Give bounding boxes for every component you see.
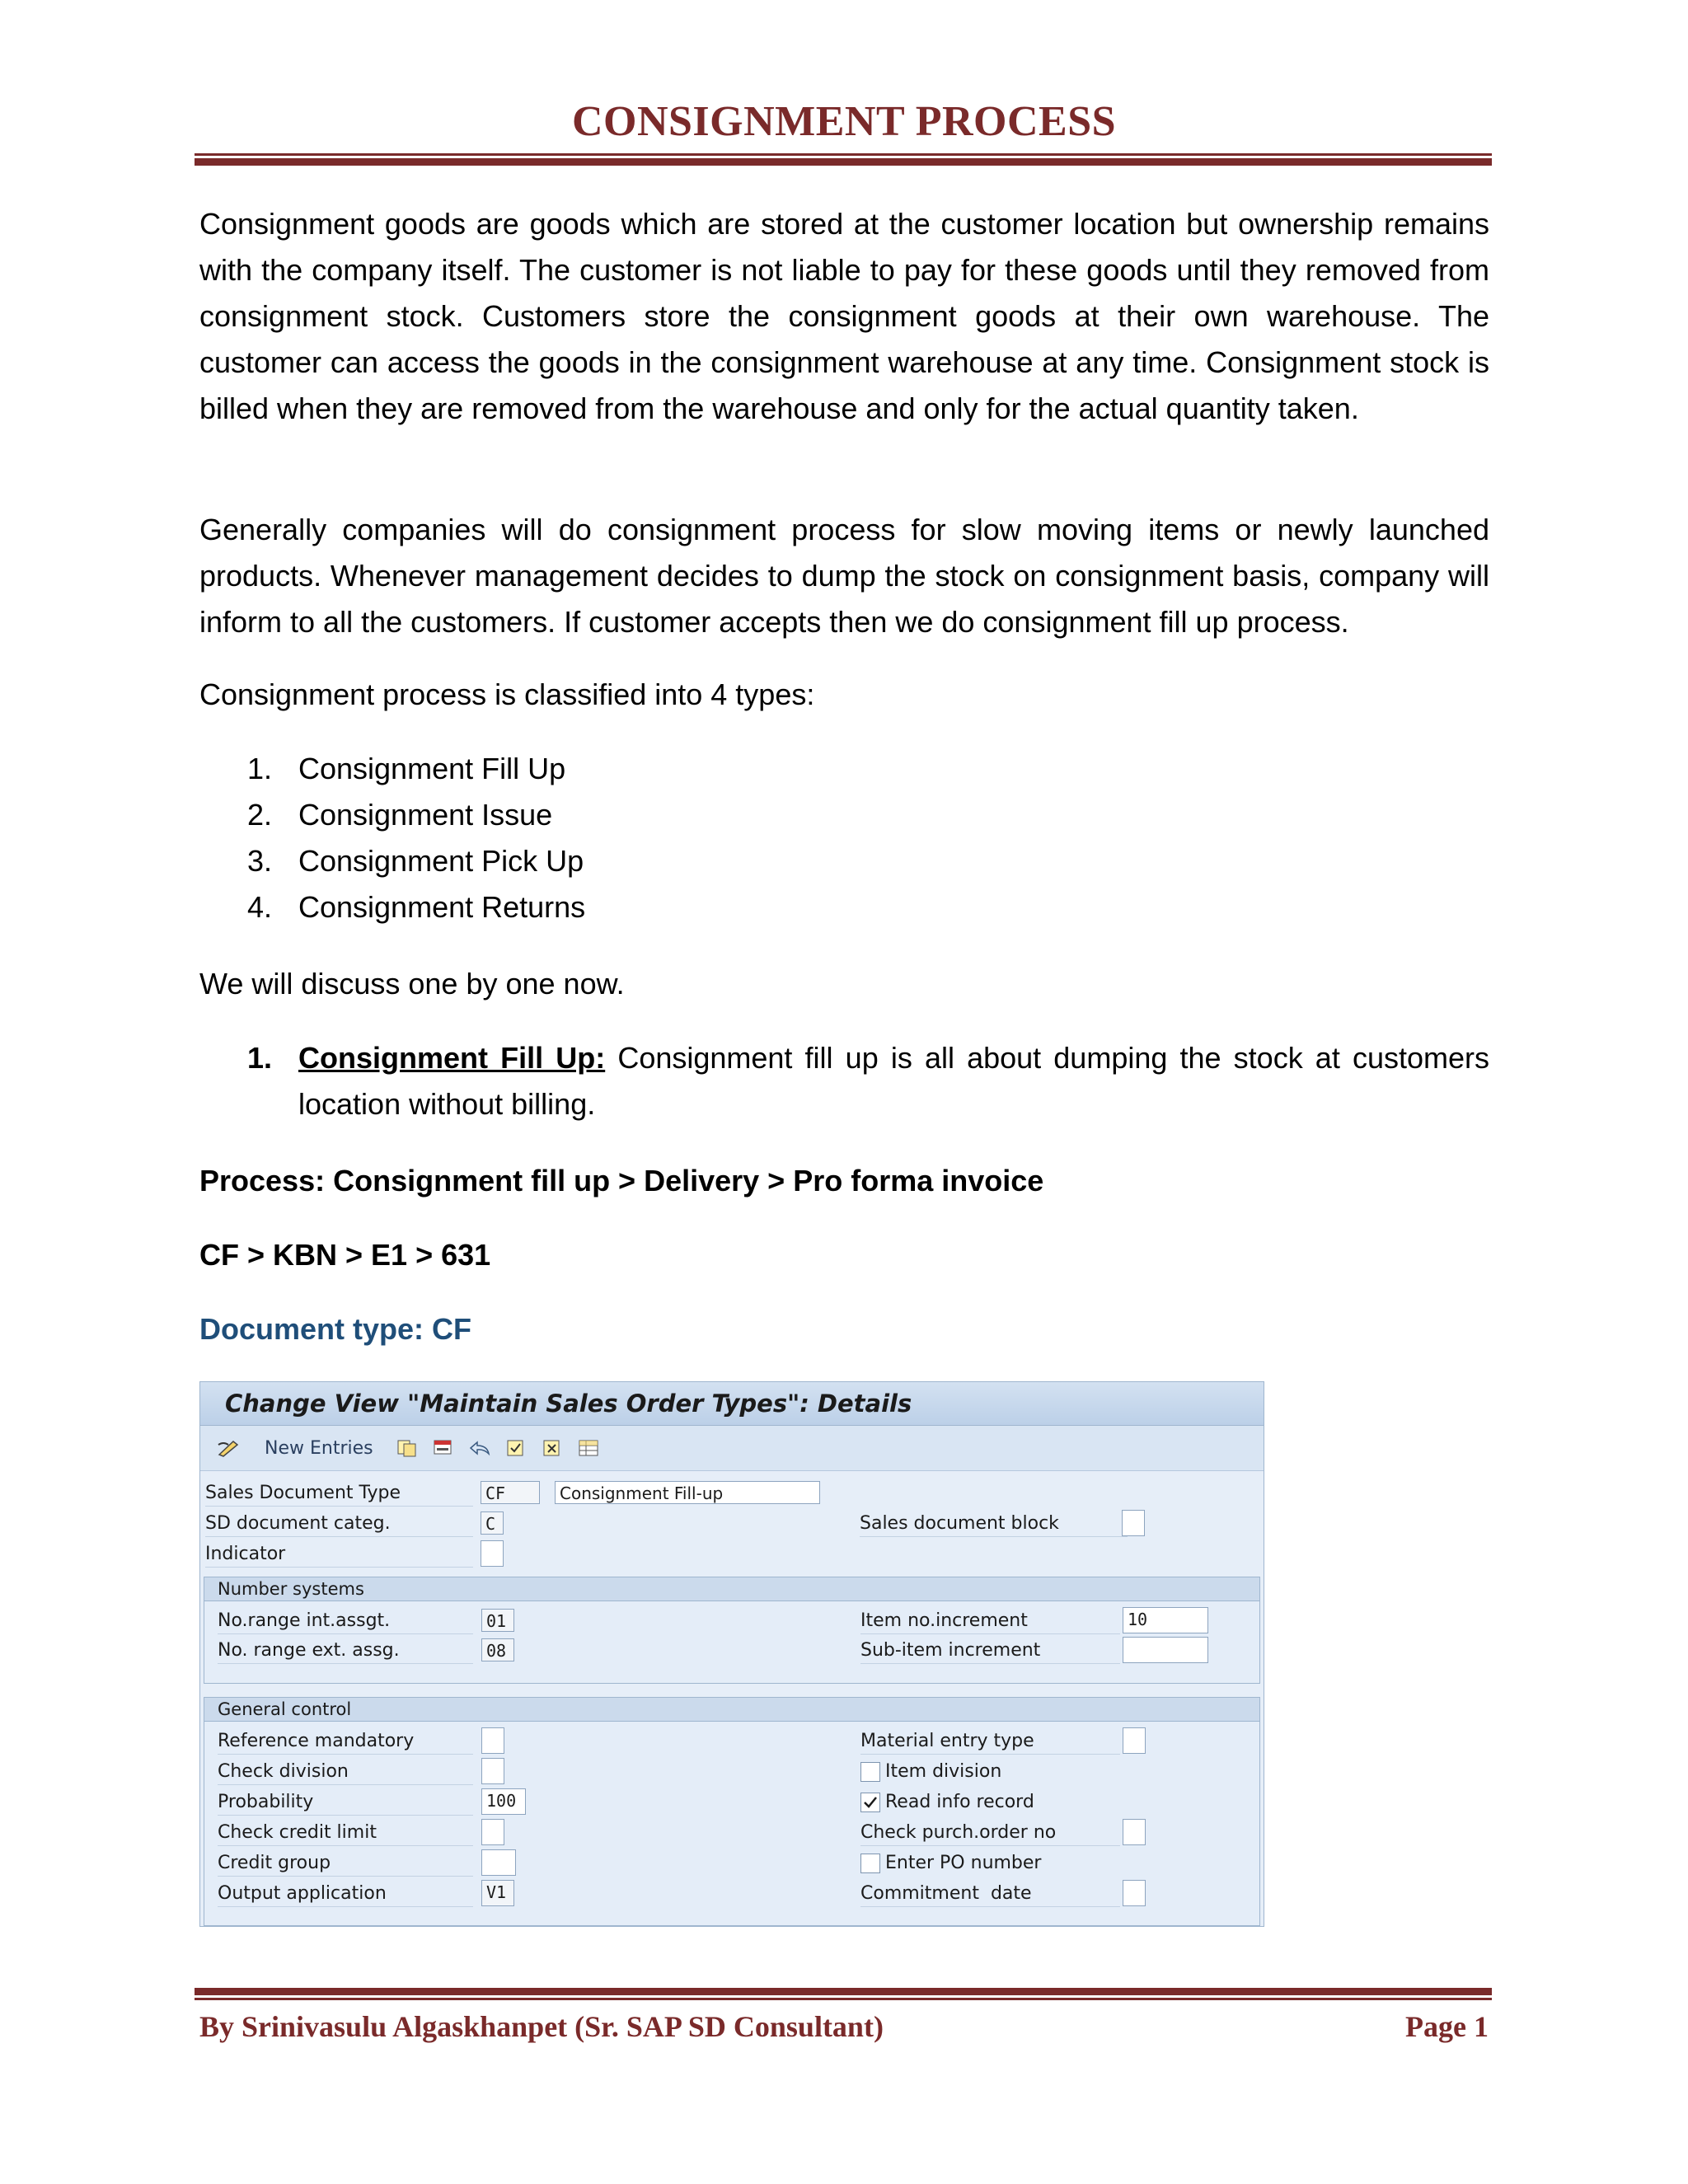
- probability-label: Probability: [218, 1790, 473, 1816]
- doc-type-heading: Document type: CF: [199, 1312, 472, 1346]
- sales-document-block-label: Sales document block: [860, 1511, 1128, 1537]
- credit-group-label: Credit group: [218, 1851, 473, 1877]
- discuss-line: We will discuss one by one now.: [199, 967, 625, 1001]
- no-range-int-assgt-label: No.range int.assgt.: [218, 1609, 473, 1634]
- sales-doc-type-field[interactable]: CF: [481, 1481, 540, 1504]
- item-division-checkbox[interactable]: [860, 1762, 880, 1782]
- types-intro: Consignment process is classified into 4 types:: [199, 677, 815, 711]
- consignment-types-list: [199, 746, 1489, 930]
- reference-mandatory-label: Reference mandatory: [218, 1729, 473, 1755]
- no-range-ext-assg-field[interactable]: 08: [481, 1638, 514, 1661]
- item-no-increment-label: Item no.increment: [860, 1609, 1120, 1634]
- footer-rule-thick: [195, 1988, 1492, 1995]
- delete-icon[interactable]: [431, 1437, 456, 1459]
- item-division-label: Item division: [885, 1761, 1002, 1782]
- enter-po-number-label: Enter PO number: [885, 1853, 1042, 1873]
- sd-document-categ-label: SD document categ.: [205, 1511, 473, 1537]
- intro-paragraph: Consignment goods are goods which are stored at the customer location but ownership remains with the company itself. The customer is not liable to pay for these goods until they removed from consignment stock. Customers store the consignment goods at their own warehouse. The customer can access the goods in the consignment warehouse at any time. Consignment stock is billed when they are removed from the warehouse and only for the actual quantity taken.: [199, 207, 1489, 425]
- list-item: 2. Consignment Issue: [247, 798, 553, 832]
- item-no-increment-field[interactable]: 10: [1123, 1607, 1208, 1633]
- pencil-glasses-icon[interactable]: [217, 1437, 241, 1459]
- no-range-int-assgt-field[interactable]: 01: [481, 1609, 514, 1632]
- fill-up-text: Consignment fill up is all about dumping the stock at customers location without billing.: [298, 1041, 1489, 1121]
- copy-icon[interactable]: [395, 1437, 420, 1459]
- sales-document-block-field[interactable]: [1122, 1510, 1145, 1536]
- page-title: CONSIGNMENT PROCESS: [571, 98, 1117, 145]
- material-entry-type-field[interactable]: [1123, 1727, 1146, 1754]
- footer-author: By Srinivasulu Algaskhanpet (Sr. SAP SD Consultant): [199, 2010, 884, 2043]
- no-range-ext-assg-label: No. range ext. assg.: [218, 1638, 473, 1664]
- sales-doc-type-description-field[interactable]: Consignment Fill-up: [555, 1481, 820, 1504]
- general-control-group: [204, 1697, 1260, 1926]
- title-rule-thin: [195, 153, 1492, 156]
- sub-item-increment-label: Sub-item increment: [860, 1638, 1120, 1664]
- fill-up-heading: Consignment Fill Up:: [298, 1041, 606, 1075]
- new-entries-button[interactable]: New Entries: [265, 1437, 373, 1459]
- select-all-icon[interactable]: [504, 1437, 528, 1459]
- read-info-record-checkbox[interactable]: [860, 1793, 880, 1812]
- read-info-record-label: Read info record: [885, 1792, 1034, 1812]
- footer-page-number: Page 1: [1405, 2010, 1489, 2043]
- sap-window-title: Change View "Maintain Sales Order Types": Details: [200, 1382, 1264, 1426]
- sap-details-body: [200, 1471, 1264, 1926]
- sap-screenshot: [199, 1381, 1264, 1927]
- fill-up-section: 1. Consignment Fill Up: Consignment fill up is all about dumping the stock at customers location without billing.: [247, 1041, 1489, 1121]
- number-systems-header: Number systems: [204, 1577, 1259, 1601]
- undo-icon[interactable]: [467, 1437, 492, 1459]
- indicator-field[interactable]: [481, 1540, 504, 1567]
- sub-item-increment-field[interactable]: [1123, 1637, 1208, 1663]
- probability-field[interactable]: 100: [481, 1788, 526, 1815]
- list-item: 3. Consignment Pick Up: [247, 844, 584, 878]
- process-line: Process: Consignment fill up > Delivery > Pro forma invoice: [199, 1164, 1044, 1197]
- commitment-date-label: Commitment date: [860, 1882, 1120, 1907]
- check-purch-order-no-label: Check purch.order no: [860, 1821, 1120, 1846]
- usage-paragraph: Generally companies will do consignment process for slow moving items or newly launched products. Whenever management decides to dump the stock on consignment basis, company will inform to all the customers. If customer accepts then we do consignment fill up process.: [199, 513, 1489, 639]
- reference-mandatory-field[interactable]: [481, 1727, 504, 1754]
- credit-group-field[interactable]: [481, 1849, 516, 1876]
- check-division-label: Check division: [218, 1760, 473, 1785]
- output-application-label: Output application: [218, 1882, 473, 1907]
- indicator-label: Indicator: [205, 1542, 473, 1568]
- title-rule-thick: [195, 158, 1492, 166]
- list-item: 1. Consignment Fill Up: [247, 752, 566, 785]
- table-view-icon[interactable]: [576, 1437, 601, 1459]
- sales-doc-type-label: Sales Document Type: [205, 1481, 473, 1507]
- commitment-date-field[interactable]: [1123, 1880, 1146, 1906]
- general-control-header: General control: [204, 1698, 1259, 1722]
- check-purch-order-no-field[interactable]: [1123, 1819, 1146, 1845]
- enter-po-number-checkbox[interactable]: [860, 1854, 880, 1873]
- codes-line: CF > KBN > E1 > 631: [199, 1238, 491, 1272]
- output-application-field[interactable]: V1: [481, 1880, 514, 1906]
- check-credit-limit-field[interactable]: [481, 1819, 504, 1845]
- material-entry-type-label: Material entry type: [860, 1729, 1120, 1755]
- check-division-field[interactable]: [481, 1758, 504, 1784]
- checkmark-icon: [861, 1793, 879, 1811]
- check-credit-limit-label: Check credit limit: [218, 1821, 473, 1846]
- footer-rule-thin: [195, 1998, 1492, 2000]
- sd-document-categ-field[interactable]: C: [481, 1511, 504, 1535]
- list-item: 4. Consignment Returns: [247, 890, 586, 924]
- deselect-icon[interactable]: [540, 1437, 565, 1459]
- number-systems-group: [204, 1577, 1260, 1684]
- sap-toolbar: [200, 1426, 1264, 1471]
